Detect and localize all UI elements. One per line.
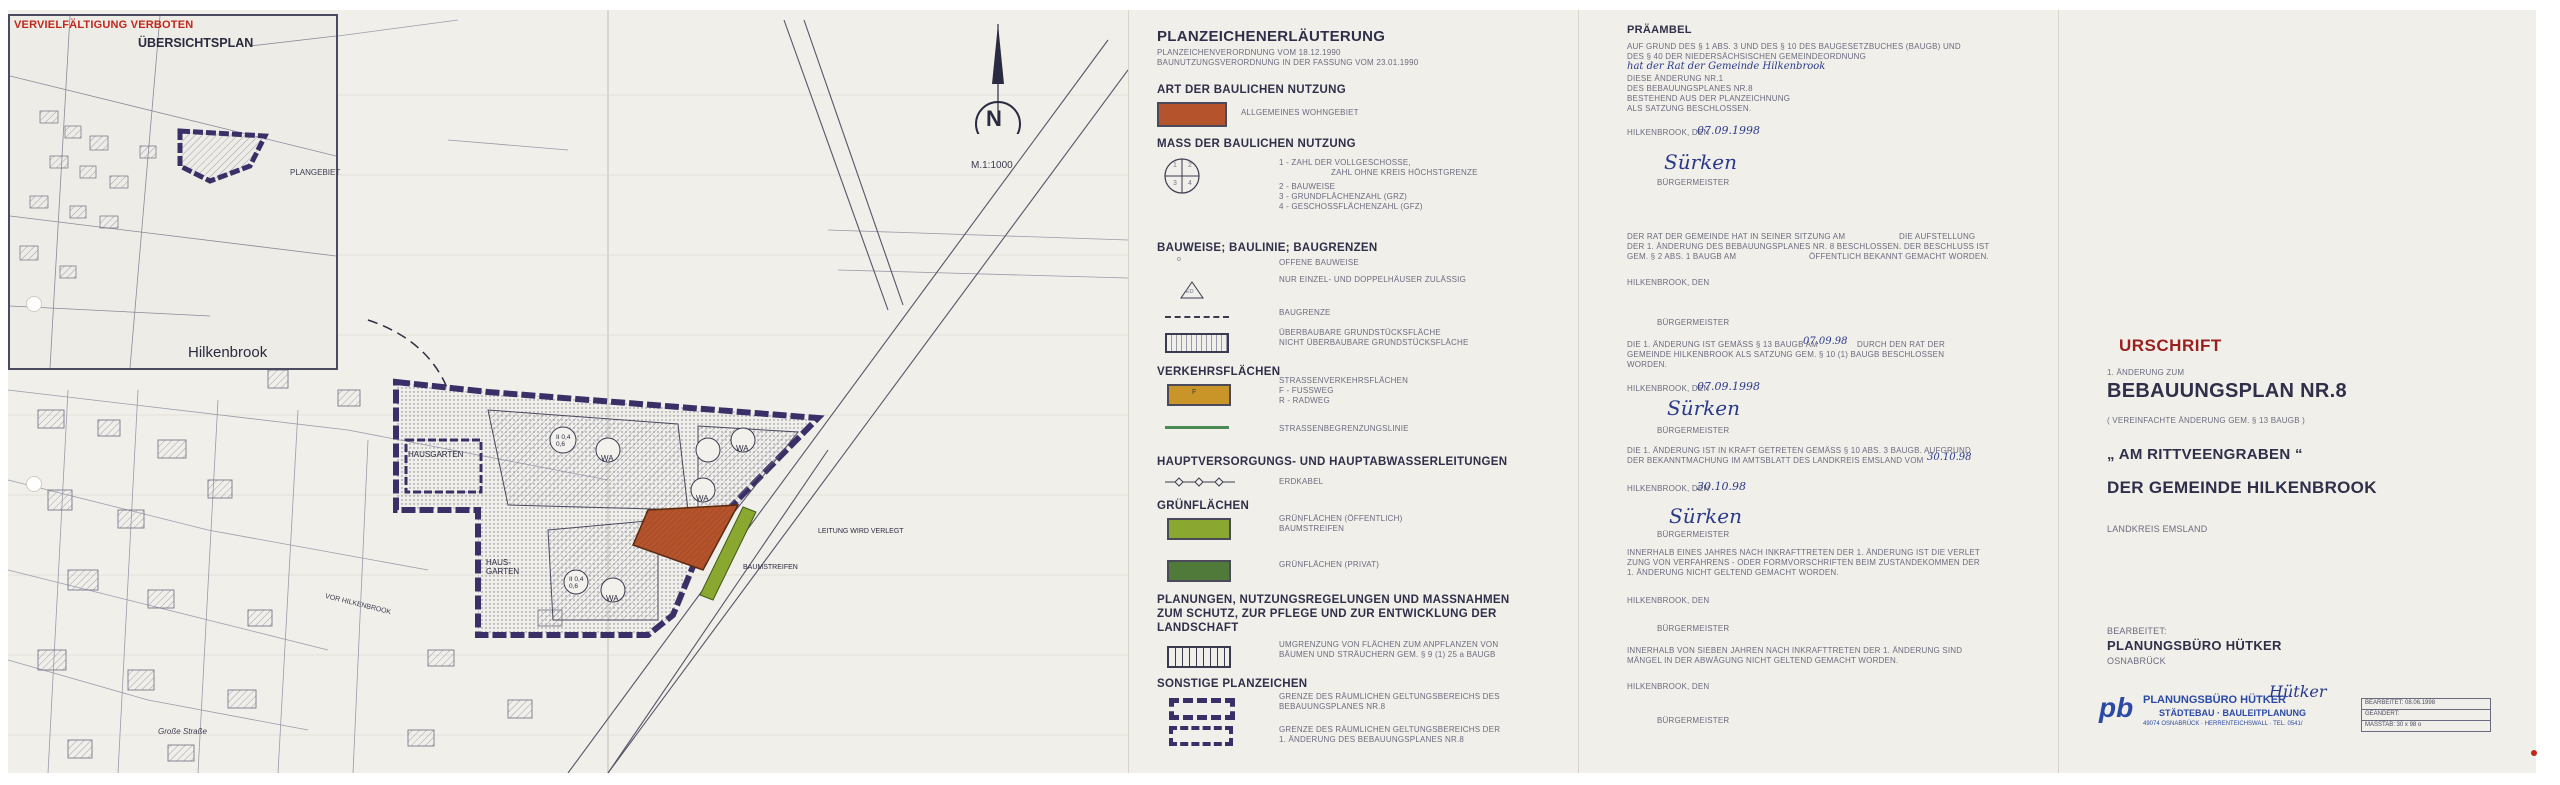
p3-date: 07.09.98 xyxy=(1803,336,1848,347)
title-landkreis: LANDKREIS EMSLAND xyxy=(2107,524,2208,534)
swatch-wohngebiet xyxy=(1157,102,1227,127)
label-zone-2: II 0,4 0,6 xyxy=(569,576,584,590)
role-2: BÜRGERMEISTER xyxy=(1657,318,1730,327)
legend-panel xyxy=(1128,10,1579,773)
overview-inset xyxy=(8,14,341,370)
section-gruen: GRÜNFLÄCHEN xyxy=(1157,500,1250,512)
p1-5: BESTEHEND AUS DER PLANZEICHNUNG xyxy=(1627,94,1791,103)
nicht-ueberbaubar: NICHT ÜBERBAUBARE GRUNDSTÜCKSFLÄCHE xyxy=(1279,338,1469,347)
role-6: BÜRGERMEISTER xyxy=(1657,716,1730,725)
praeambel-title: PRÄAMBEL xyxy=(1627,24,1692,36)
north-letter: N xyxy=(986,106,1002,131)
mass-text-4: 4 - GESCHOSSFLÄCHENZAHL (GFZ) xyxy=(1279,202,1423,211)
title-plan: BEBAUUNGSPLAN NR.8 xyxy=(2107,380,2347,402)
title-gemeinde: DER GEMEINDE HILKENBROOK xyxy=(2107,478,2377,497)
strassenbegrenzung: STRASSENBEGRENZUNGSLINIE xyxy=(1279,424,1409,433)
erdkabel: ERDKABEL xyxy=(1279,477,1324,486)
overview-plangebiet-label: PLANGEBIET xyxy=(290,168,341,177)
label-wa-1: WA xyxy=(601,454,614,463)
info-3: MASSTAB: 30 x 98 o xyxy=(2365,722,2422,728)
ueberbaubar-symbol xyxy=(1165,333,1229,353)
buero-name: PLANUNGSBÜRO HÜTKER xyxy=(2107,638,2282,653)
section-planungen-3: LANDSCHAFT xyxy=(1157,622,1239,634)
p5-2: ZUNG VON VERFAHRENS - ODER FORMVORSCHRIFTEN BEIM ZUSTANDEKOMMEN DER xyxy=(1627,558,1980,567)
section-art: ART DER BAULICHEN NUTZUNG xyxy=(1157,84,1346,96)
label-hausgarten-1: HAUSGARTEN xyxy=(408,450,464,459)
p4-1: DIE 1. ÄNDERUNG IST IN KRAFT GETRETEN GEMÄSS § 10 ABS. 3 BAUGB. AUFGRUND xyxy=(1627,446,1971,455)
red-dot-mark xyxy=(2531,750,2537,756)
date-3: 07.09.1998 xyxy=(1697,380,1760,393)
p1-6: ALS SATZUNG BESCHLOSSEN. xyxy=(1627,104,1752,113)
section-sonstige: SONSTIGE PLANZEICHEN xyxy=(1157,678,1308,690)
grenze-1a: GRENZE DES RÄUMLICHEN GELTUNGSBEREICHS DES xyxy=(1279,692,1500,701)
grenze-1b: BEBAUUNGSPLANES NR.8 xyxy=(1279,702,1386,711)
role-4: BÜRGERMEISTER xyxy=(1657,530,1730,539)
legend-subtitle-1: PLANZEICHENVERORDNUNG VOM 18.12.1990 xyxy=(1157,48,1341,57)
p3-1: DIE 1. ÄNDERUNG IST GEMÄSS § 13 BAUGB AM xyxy=(1627,340,1819,349)
info-2: GEÄNDERT: xyxy=(2362,710,2490,721)
swatch-gruen-oeffentlich xyxy=(1167,518,1231,540)
buero-ort: OSNABRÜCK xyxy=(2107,656,2166,666)
legend-title: PLANZEICHENERLÄUTERUNG xyxy=(1157,28,1386,45)
p6-1: INNERHALB VON SIEBEN JAHREN NACH INKRAFTTRETEN DER 1. ÄNDERUNG SIND xyxy=(1627,646,1963,655)
mass-circle-icon xyxy=(1162,156,1202,196)
p2-1b: DIE AUFSTELLUNG xyxy=(1899,232,1976,241)
p3-2: GEMEINDE HILKENBROOK ALS SATZUNG GEM. § 10 (1) BAUGB BESCHLOSSEN xyxy=(1627,350,1945,359)
title-block-panel xyxy=(2058,10,2537,773)
bauweise-o-symbol: o xyxy=(1177,256,1181,263)
title-line-1: 1. ÄNDERUNG ZUM xyxy=(2107,368,2185,377)
gruen-oeffentlich: GRÜNFLÄCHEN (ÖFFENTLICH) xyxy=(1279,514,1403,523)
place-date-4: HILKENBROOK, DEN xyxy=(1627,484,1710,493)
date-1: 07.09.1998 xyxy=(1697,124,1760,137)
p2-1: DER RAT DER GEMEINDE HAT IN SEINER SITZUNG AM xyxy=(1627,232,1846,241)
overview-warning: VERVIELFÄLTIGUNG VERBOTEN xyxy=(14,19,194,31)
legend-subtitle-2: BAUNUTZUNGSVERORDNUNG IN DER FASSUNG VOM 23.01.1990 xyxy=(1157,58,1419,67)
verkehr-2: F - FUSSWEG xyxy=(1279,386,1334,395)
overview-map xyxy=(10,16,336,368)
erdkabel-line-icon xyxy=(1165,476,1235,488)
label-wa-3: WA xyxy=(696,494,709,503)
punch-hole-2 xyxy=(26,476,42,492)
mass-label-3: 3 xyxy=(1173,180,1177,187)
label-hausgarten-2: HAUS- GARTEN xyxy=(486,558,520,576)
section-bauweise: BAUWEISE; BAULINIE; BAUGRENZEN xyxy=(1157,242,1378,254)
verkehr-1: STRASSENVERKEHRSFLÄCHEN xyxy=(1279,376,1409,385)
pb-logo: pb xyxy=(2099,692,2134,723)
role-5: BÜRGERMEISTER xyxy=(1657,624,1730,633)
p2-3: GEM. § 2 ABS. 1 BAUGB AM xyxy=(1627,252,1737,261)
umgrenzung-symbol xyxy=(1167,646,1231,668)
gruen-privat: GRÜNFLÄCHEN (PRIVAT) xyxy=(1279,560,1380,569)
urschrift-stamp: URSCHRIFT xyxy=(2119,336,2222,355)
overview-town-label: Hilkenbrook xyxy=(188,344,268,361)
mass-text-2: 2 - BAUWEISE xyxy=(1279,182,1336,191)
bauweise-ed: NUR EINZEL- UND DOPPELHÄUSER ZULÄSSIG xyxy=(1279,275,1466,284)
mass-label-2: 2 xyxy=(1188,162,1192,169)
title-name: „ AM RITTVEENGRABEN “ xyxy=(2107,446,2303,463)
mass-label-4: 4 xyxy=(1188,180,1192,187)
label-road-bottom: Große Straße xyxy=(158,727,207,736)
p1-handwritten: hat der Rat der Gemeinde Hilkenbrook xyxy=(1627,61,1826,72)
date-4: 30.10.98 xyxy=(1697,480,1746,493)
map-panel xyxy=(8,10,1128,773)
verkehr-3: R - RADWEG xyxy=(1279,396,1330,405)
role-1: BÜRGERMEISTER xyxy=(1657,178,1730,187)
section-versorgung: HAUPTVERSORGUNGS- UND HAUPTABWASSERLEITUNGEN xyxy=(1157,456,1508,468)
section-planungen-2: ZUM SCHUTZ, ZUR PFLEGE UND ZUR ENTWICKLUNG DER xyxy=(1157,608,1497,620)
p6-2: MÄNGEL IN DER ABWÄGUNG NICHT GELTEND GEMACHT WORDEN. xyxy=(1627,656,1899,665)
bearbeitet-label: BEARBEITET: xyxy=(2107,626,2167,636)
label-road-top: VOR HILKENBROOK xyxy=(324,593,392,617)
p1-1: AUF GRUND DES § 1 ABS. 3 UND DES § 10 DES BAUGESETZBUCHES (BAUGB) UND xyxy=(1627,42,1961,51)
p1-2: DES § 40 DER NIEDERSÄCHSISCHEN GEMEINDEORDNUNG xyxy=(1627,52,1867,61)
role-3: BÜRGERMEISTER xyxy=(1657,426,1730,435)
swatch-gruen-privat xyxy=(1167,560,1231,582)
bauweise-o: OFFENE BAUWEISE xyxy=(1279,258,1359,267)
baugrenze-symbol xyxy=(1165,316,1229,318)
place-date-2: HILKENBROOK, DEN xyxy=(1627,278,1710,287)
p5-3: 1. ÄNDERUNG NICHT GELTEND GEMACHT WORDEN. xyxy=(1627,568,1839,577)
stamp-line-2: STÄDTEBAU · BAULEITPLANUNG xyxy=(2159,708,2306,718)
title-line-3: ( VEREINFACHTE ÄNDERUNG GEM. § 13 BAUGB ) xyxy=(2107,416,2306,425)
map-scale: M.1:1000 xyxy=(971,160,1013,171)
bauweise-ed-symbol: ED xyxy=(1186,289,1194,295)
p3-3: WORDEN. xyxy=(1627,360,1668,369)
p1-4: DES BEBAUUNGSPLANES NR.8 xyxy=(1627,84,1753,93)
umgrenzung-1: UMGRENZUNG VON FLÄCHEN ZUM ANPFLANZEN VON xyxy=(1279,640,1499,649)
verkehr-f-symbol: F xyxy=(1192,389,1197,396)
label-baumstreifen: BAUMSTREIFEN xyxy=(743,564,798,571)
item-wohngebiet: ALLGEMEINES WOHNGEBIET xyxy=(1241,108,1359,117)
place-date-5: HILKENBROOK, DEN xyxy=(1627,596,1710,605)
baugrenze: BAUGRENZE xyxy=(1279,308,1331,317)
info-1: BEARBEITET: 08.06.1998 xyxy=(2362,699,2490,710)
stamp-signature: Hütker xyxy=(2269,682,2327,701)
section-mass: MASS DER BAULICHEN NUTZUNG xyxy=(1157,138,1356,150)
section-verkehr: VERKEHRSFLÄCHEN xyxy=(1157,366,1281,378)
label-zone-1: II 0,4 0,6 xyxy=(556,434,571,448)
place-date-1: HILKENBROOK, DEN xyxy=(1627,128,1710,137)
praeambel-panel xyxy=(1578,10,2059,773)
umgrenzung-2: BÄUMEN UND STRÄUCHERN GEM. § 9 (1) 25 a BAUGB xyxy=(1279,650,1496,659)
mass-label-1: 1 xyxy=(1173,162,1177,169)
ueberbaubar: ÜBERBAUBARE GRUNDSTÜCKSFLÄCHE xyxy=(1279,328,1441,337)
p1-3: DIESE ÄNDERUNG NR.1 xyxy=(1627,74,1724,83)
label-wa-2: WA xyxy=(736,444,749,453)
grenze-1-symbol xyxy=(1169,698,1235,720)
strassenlinie-symbol xyxy=(1165,426,1229,429)
p3-1b: DURCH DEN RAT DER xyxy=(1857,340,1945,349)
swatch-verkehr xyxy=(1167,384,1231,406)
signature-4: Sürken xyxy=(1669,504,1742,528)
section-planungen-1: PLANUNGEN, NUTZUNGSREGELUNGEN UND MASSNAHMEN xyxy=(1157,594,1510,606)
place-date-6: HILKENBROOK, DEN xyxy=(1627,682,1710,691)
mass-text-1: 1 - ZAHL DER VOLLGESCHOSSE, xyxy=(1279,158,1411,167)
mass-text-1b: ZAHL OHNE KREIS HÖCHSTGRENZE xyxy=(1331,168,1478,177)
punch-hole-1 xyxy=(26,296,42,312)
p4-2: DER BEKANNTMACHUNG IM AMTSBLATT DES LANDKREIS EMSLAND VOM xyxy=(1627,456,1924,465)
signature-3: Sürken xyxy=(1667,396,1740,420)
grenze-2b: 1. ÄNDERUNG DES BEBAUUNGSPLANES NR.8 xyxy=(1279,735,1465,744)
grenze-2a: GRENZE DES RÄUMLICHEN GELTUNGSBEREICHS DER xyxy=(1279,725,1501,734)
gruen-baumstreifen: BAUMSTREIFEN xyxy=(1279,524,1345,533)
p5-1: INNERHALB EINES JAHRES NACH INKRAFTTRETEN DER 1. ÄNDERUNG IST DIE VERLET xyxy=(1627,548,1980,557)
label-leitung: LEITUNG WIRD VERLEGT xyxy=(818,528,904,535)
grenze-2-symbol xyxy=(1169,726,1233,746)
place-date-3: HILKENBROOK, DEN xyxy=(1627,384,1710,393)
p2-2: DER 1. ÄNDERUNG DES BEBAUUNGSPLANES NR. 8 BESCHLOSSEN. DER BESCHLUSS IST xyxy=(1627,242,1990,251)
info-box xyxy=(2361,698,2491,732)
overview-title: ÜBERSICHTSPLAN xyxy=(138,36,254,50)
p4-date: 30.10.98 xyxy=(1927,452,1972,463)
label-wa-4: WA xyxy=(606,594,619,603)
mass-text-3: 3 - GRUNDFLÄCHENZAHL (GRZ) xyxy=(1279,192,1408,201)
stamp-line-1: PLANUNGSBÜRO HÜTKER xyxy=(2143,694,2286,706)
stamp-line-3: 49074 OSNABRÜCK · HERRENTEICHSWALL · TEL. 0541/ xyxy=(2143,721,2303,727)
signature-1: Sürken xyxy=(1664,150,1737,174)
p2-3b: ÖFFENTLICH BEKANNT GEMACHT WORDEN. xyxy=(1809,252,1989,261)
